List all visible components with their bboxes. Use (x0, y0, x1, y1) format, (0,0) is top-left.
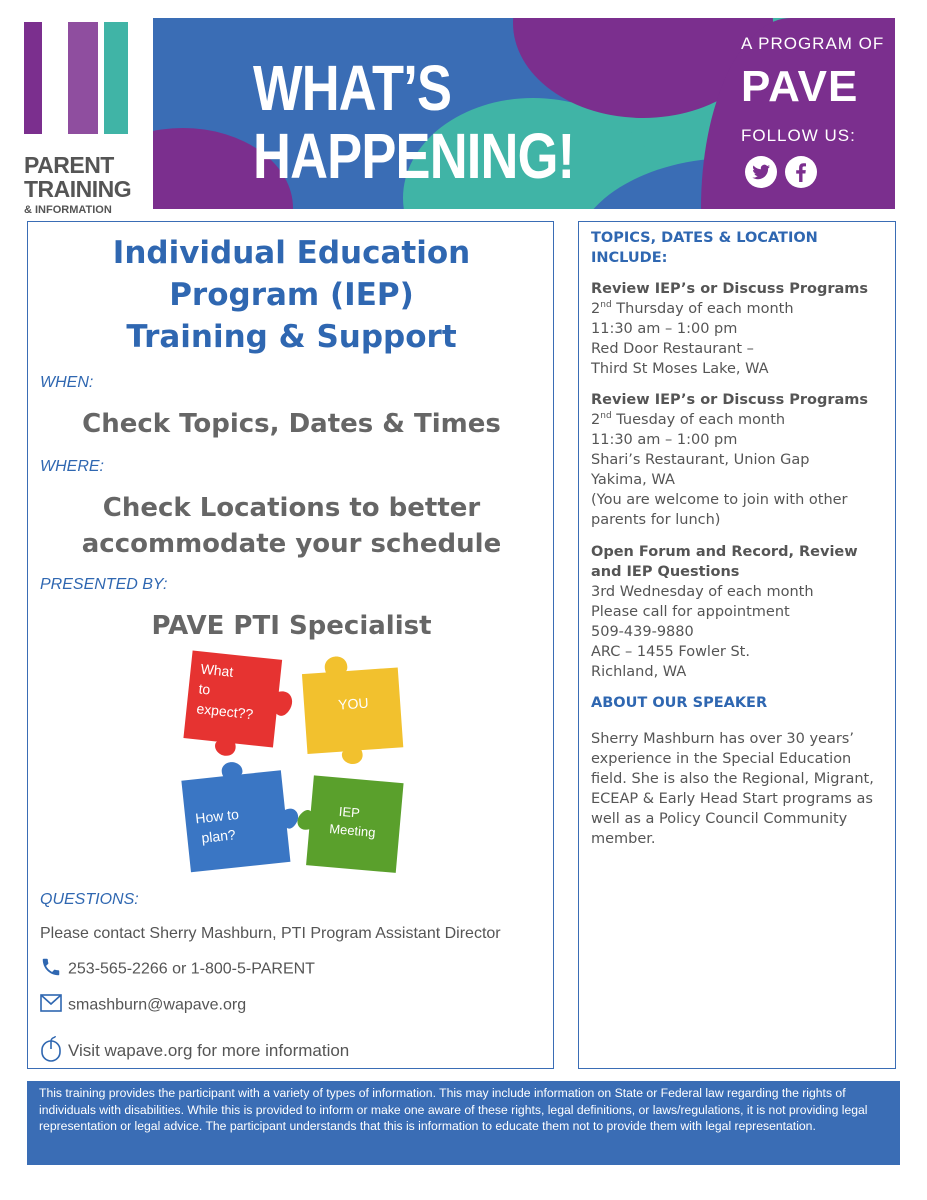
event-1-location-2: Third St Moses Lake, WA (591, 361, 769, 377)
puzzle-yellow-label: YOU (337, 694, 369, 713)
event-2-date (591, 410, 891, 430)
pti-logo (24, 18, 132, 216)
event-2-ordinal-suffix: nd (600, 411, 612, 422)
event-1-date (591, 299, 891, 319)
event-1 (591, 279, 891, 379)
questions-label: QUESTIONS: (40, 891, 139, 908)
headline-line-2: HAPPENING! (253, 120, 575, 192)
event-2-location-2: Yakima, WA (591, 472, 675, 488)
twitter-icon[interactable] (745, 156, 777, 188)
legal-disclaimer: This training provides the participant with a variety of types of information. This may include information on State or Federal law regarding the rights of individuals with disabilities. While this is provided to inform or make one aware of these rights, legal definitions, or laws/regulations, it is not providing legal representation or legal advice. The participant understands that this is information to educate them not to provide them with legal representation. (27, 1081, 900, 1165)
email-row (40, 994, 246, 1017)
event-3-date: 3rd Wednesday of each month (591, 584, 814, 600)
website-link[interactable]: Visit wapave.org for more information (68, 1040, 350, 1060)
follow-us-label: FOLLOW US: (741, 126, 856, 145)
event-2-note-1: (You are welcome to join with other (591, 492, 848, 508)
pave-logo: PAVE (741, 62, 859, 111)
phone-row (40, 956, 315, 983)
facebook-icon[interactable] (785, 156, 817, 188)
presenter-name: PAVE PTI Specialist (151, 611, 432, 641)
puzzle-red-line-2: to (197, 680, 212, 698)
header-banner (153, 18, 895, 209)
when-label: WHEN: (40, 374, 94, 391)
website-row (40, 1036, 349, 1067)
event-2-location-1: Shari’s Restaurant, Union Gap (591, 452, 810, 468)
puzzle-green-line-1: IEP (338, 803, 361, 821)
puzzle-piece-yellow (301, 652, 404, 767)
event-3-title-1: Open Forum and Record, Review (591, 544, 858, 560)
puzzle-red-line-1: What (199, 660, 235, 680)
when-value: Check Topics, Dates & Times (82, 409, 501, 439)
mouse-icon (40, 1036, 62, 1067)
envelope-icon (40, 994, 62, 1017)
puzzle-blue-line-1: How to (194, 805, 240, 827)
title-line-2: Program (IEP) (169, 277, 414, 313)
event-1-ordinal-suffix: nd (600, 300, 612, 311)
event-1-time: 11:30 am – 1:00 pm (591, 321, 738, 337)
topics-sidebar (578, 221, 896, 1069)
event-2-time: 11:30 am – 1:00 pm (591, 432, 738, 448)
event-2-ordinal: 2 (591, 412, 601, 428)
event-2-day: Tuesday of each month (611, 412, 786, 428)
where-value-line-2: accommodate your schedule (81, 529, 502, 559)
banner-headline (253, 54, 574, 190)
where-value (28, 490, 555, 562)
page-title (28, 232, 555, 358)
email-link[interactable]: smashburn@wapave.org (68, 996, 247, 1014)
logo-line-parent: PARENT (24, 152, 114, 178)
event-2 (591, 390, 891, 530)
event-3 (591, 542, 891, 682)
topics-heading (591, 228, 818, 268)
puzzle-green-line-2: Meeting (328, 820, 377, 840)
main-info-box (27, 221, 554, 1069)
event-1-title: Review IEP’s or Discuss Programs (591, 281, 869, 297)
puzzle-piece-blue (180, 756, 303, 872)
puzzle-piece-green (294, 774, 404, 873)
puzzle-piece-red (182, 651, 296, 763)
where-value-line-1: Check Locations to better (102, 493, 481, 523)
phone-number[interactable]: 253-565-2266 or 1-800-5-PARENT (68, 960, 315, 978)
event-1-location-1: Red Door Restaurant – (591, 341, 754, 357)
event-3-call: Please call for appointment (591, 604, 790, 620)
event-1-ordinal: 2 (591, 301, 601, 317)
event-3-location-1: ARC – 1455 Fowler St. (591, 644, 750, 660)
presented-by-label: PRESENTED BY: (40, 576, 168, 593)
puzzle-red-line-3: expect?? (195, 700, 254, 723)
headline-line-1: WHAT’S (253, 52, 452, 124)
event-2-note-2: parents for lunch) (591, 512, 721, 528)
puzzle-blue-line-2: plan? (200, 826, 237, 846)
phone-icon (40, 956, 62, 983)
speaker-bio: Sherry Mashburn has over 30 years’ experience in the Special Education field. She is also the Regional, Migrant, ECEAP & Early Head Start programs as well as a Policy Council Community member. (591, 731, 874, 847)
where-label: WHERE: (40, 458, 104, 475)
event-2-title: Review IEP’s or Discuss Programs (591, 392, 869, 408)
program-of-label: A PROGRAM OF (741, 34, 885, 53)
event-3-location-2: Richland, WA (591, 664, 687, 680)
event-3-title-2: and IEP Questions (591, 564, 740, 580)
title-line-1: Individual Education (112, 235, 471, 271)
event-3-phone: 509-439-9880 (591, 624, 694, 640)
topics-heading-line-2: INCLUDE: (591, 250, 668, 266)
logo-line-information: & INFORMATION (24, 204, 112, 216)
puzzle-illustration (178, 647, 408, 877)
contact-line: Please contact Sherry Mashburn, PTI Program Assistant Director (40, 925, 501, 942)
speaker-heading: ABOUT OUR SPEAKER (591, 695, 768, 711)
logo-line-training: TRAINING (24, 176, 132, 202)
event-1-day: Thursday of each month (611, 301, 794, 317)
title-line-3: Training & Support (126, 319, 457, 355)
topics-heading-line-1: TOPICS, DATES & LOCATION (591, 230, 818, 246)
